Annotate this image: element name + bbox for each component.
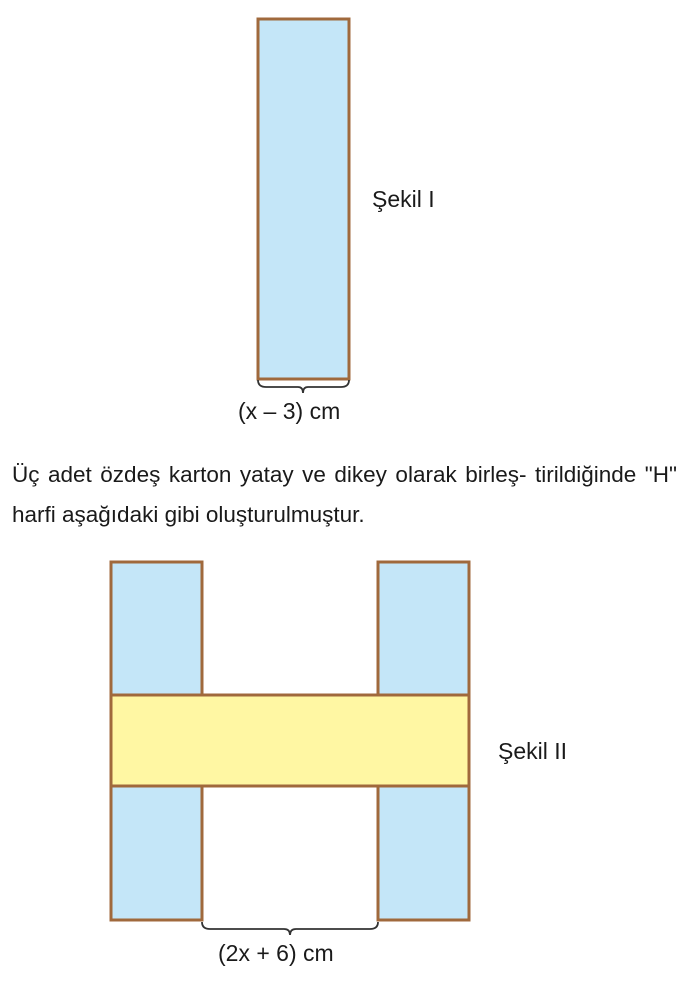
figure1-width-brace	[258, 380, 349, 393]
figure1-label: Şekil I	[372, 186, 435, 212]
figure1-width-label: (x – 3) cm	[238, 398, 341, 424]
figure2-gap-brace	[202, 922, 378, 935]
figure2-label: Şekil II	[498, 738, 568, 764]
problem-text: Üç adet özdeş karton yatay ve dikey olarak birleş- tirildiğinde "H" harfi aşağıdaki gibi oluşturulmuştur.	[12, 462, 677, 527]
figure1-card	[258, 19, 349, 379]
figure2-gap-label: (2x + 6) cm	[218, 940, 334, 966]
figure2-horizontal-card	[111, 695, 469, 786]
